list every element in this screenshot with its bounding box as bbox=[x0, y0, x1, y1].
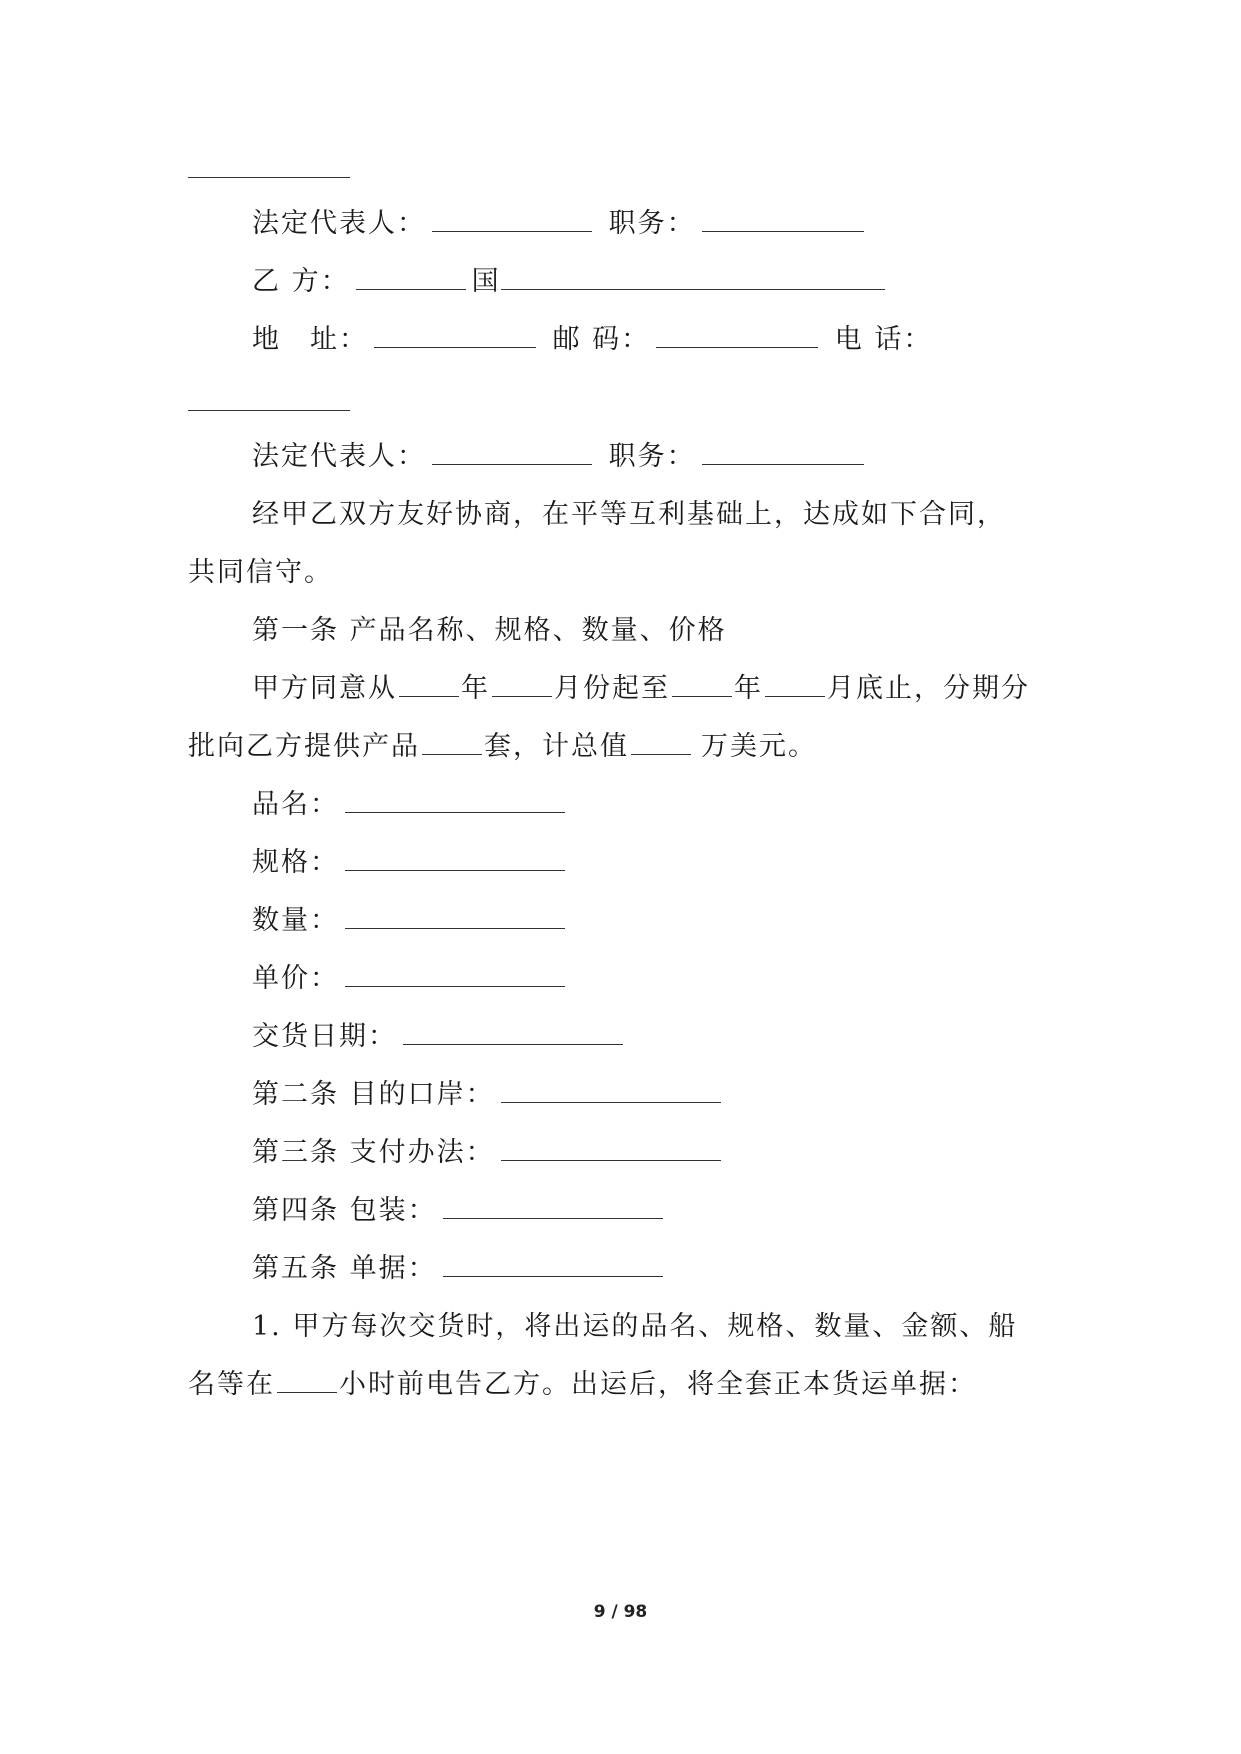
text: 名等在 bbox=[188, 1369, 275, 1400]
article1-title: 第一条 产品名称、规格、数量、价格 bbox=[252, 615, 727, 646]
article3-line bbox=[252, 1133, 727, 1173]
text: 小时前电告乙方。出运后，将全套正本货运单据： bbox=[339, 1369, 977, 1400]
article1-paragraph-line-2 bbox=[188, 727, 817, 767]
text: 甲方同意从 bbox=[252, 673, 397, 704]
party-b-address-line bbox=[252, 320, 932, 360]
blank-field bbox=[403, 1022, 623, 1045]
blank-field bbox=[345, 906, 565, 929]
blank-field bbox=[432, 442, 592, 465]
continued-blank-line bbox=[188, 383, 356, 423]
text: 交货日期： bbox=[252, 1021, 397, 1052]
phone-label: 电 话： bbox=[834, 324, 933, 355]
position-label: 职务： bbox=[608, 208, 696, 239]
preamble-line-2: 共同信守。 bbox=[188, 557, 333, 588]
text: 第二条 目的口岸： bbox=[252, 1079, 495, 1110]
blank-field bbox=[702, 442, 864, 465]
blank-field bbox=[188, 155, 350, 178]
blank-field bbox=[631, 732, 691, 755]
text: 数量： bbox=[252, 905, 339, 936]
address-label: 地 址： bbox=[252, 324, 368, 355]
article1-paragraph-line-1 bbox=[252, 669, 1030, 709]
spec-line bbox=[252, 843, 571, 883]
text: 规格： bbox=[252, 847, 339, 878]
text: 月份起至 bbox=[554, 673, 670, 704]
blank-field bbox=[399, 674, 459, 697]
text: 月底止，分期分 bbox=[827, 673, 1030, 704]
blank-field bbox=[492, 674, 552, 697]
article5-line bbox=[252, 1249, 669, 1289]
blank-field bbox=[356, 267, 466, 290]
item1-line-1: 1. 甲方每次交货时，将出运的品名、规格、数量、金额、船 bbox=[252, 1311, 1018, 1342]
item1-line-2 bbox=[188, 1365, 977, 1405]
text: 第四条 包装： bbox=[252, 1195, 437, 1226]
blank-field bbox=[188, 388, 350, 411]
blank-field bbox=[345, 848, 565, 871]
delivery-date-line bbox=[252, 1017, 629, 1057]
blank-field bbox=[501, 1138, 721, 1161]
preamble-line-1: 经甲乙双方友好协商，在平等互利基础上，达成如下合同， bbox=[252, 499, 1006, 530]
continued-blank-line bbox=[188, 150, 356, 190]
text: 品名： bbox=[252, 789, 339, 820]
text: 万美元。 bbox=[701, 731, 817, 762]
blank-field bbox=[443, 1196, 663, 1219]
position-label: 职务： bbox=[608, 441, 696, 472]
blank-field bbox=[443, 1254, 663, 1277]
blank-field bbox=[345, 964, 565, 987]
party-b-label: 乙 方： bbox=[252, 266, 350, 297]
blank-field bbox=[656, 325, 818, 348]
blank-field bbox=[672, 674, 732, 697]
text: 第五条 单据： bbox=[252, 1253, 437, 1284]
party-b-legal-rep-line bbox=[252, 437, 870, 477]
blank-field bbox=[765, 674, 825, 697]
blank-field bbox=[702, 209, 864, 232]
blank-field bbox=[345, 790, 565, 813]
text: 套，计总值 bbox=[484, 731, 629, 762]
quantity-line bbox=[252, 901, 571, 941]
unit-price-line bbox=[252, 959, 571, 999]
party-a-legal-rep-line bbox=[252, 204, 870, 244]
legal-rep-label: 法定代表人： bbox=[252, 208, 426, 239]
product-name-line bbox=[252, 785, 571, 825]
text: 第三条 支付办法： bbox=[252, 1137, 495, 1168]
text: 单价： bbox=[252, 963, 339, 994]
country-label: 国 bbox=[471, 266, 501, 297]
article4-line bbox=[252, 1191, 669, 1231]
text: 年 bbox=[461, 673, 490, 704]
page-number: 9 / 98 bbox=[593, 1602, 648, 1622]
article2-line bbox=[252, 1075, 727, 1115]
blank-field bbox=[501, 267, 885, 290]
blank-field bbox=[422, 732, 482, 755]
text: 年 bbox=[734, 673, 763, 704]
legal-rep-label: 法定代表人： bbox=[252, 441, 426, 472]
postcode-label: 邮 码： bbox=[552, 324, 651, 355]
blank-field bbox=[432, 209, 592, 232]
text: 批向乙方提供产品 bbox=[188, 731, 420, 762]
blank-field bbox=[277, 1370, 337, 1393]
blank-field bbox=[374, 325, 536, 348]
blank-field bbox=[501, 1080, 721, 1103]
party-b-line bbox=[252, 262, 891, 302]
